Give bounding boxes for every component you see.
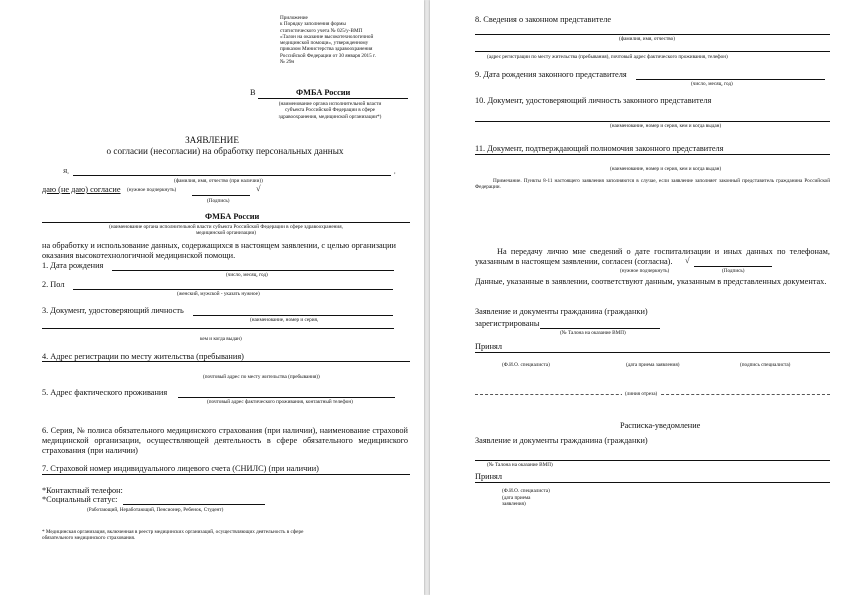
specialist-name-caption: (Ф.И.О. специалиста) [502,362,550,368]
transfer-signature-line[interactable] [694,266,772,267]
applicant-name-line[interactable] [73,175,391,176]
registration-number-caption: (№ Талона на оказание ВМП) [560,330,626,336]
guardian-identity-caption: (наименование, номер и серия, кем и когда выдан) [610,123,722,129]
birth-date-field[interactable] [112,270,394,271]
actual-address-label: 5. Адрес фактического проживания [42,388,168,397]
recipient-caption: (наименование органа исполнительной власти субъекта Российской Федерации в сфере здравоохранения, медицинской организации*) [278,101,382,120]
identity-doc-label: 3. Документ, удостоверяющий личность [42,306,184,315]
fio-caption: (фамилия, имя, отчество (при наличии)) [174,178,263,184]
data-match-text: Данные, указанные в заявлении, соответствуют данным, указанным в представленных документах. [475,277,827,286]
guardian-authority-caption: (наименование, номер и серия, кем и когда выдан) [610,166,722,172]
accepted-label: Принял [475,342,502,351]
receipt-date-caption: (дата приема заявления) [502,495,531,508]
social-status-label: *Социальный статус: [42,495,118,504]
registration-address-caption: (почтовый адрес по месту жительства (пребывания)) [203,374,320,380]
guardian-note: Примечание. Пункты 8-11 настоящего заявления заполняются в случае, если заявление заполняет законный представитель гражданина Российской Федерации. [475,178,830,191]
transfer-check-mark: √ [685,256,690,265]
social-status-field[interactable] [123,504,265,505]
appendix-note: Приложение к Порядку заполнения формы статистического учета № 025/у-ВМП «Талон на оказание высокотехнологичной медицинской помощи», утвержденному приказом Министерства здравоохранения Российской Федерации от 30 января 2015 г. № 29н [280,15,376,66]
sex-caption: (женский, мужской - указать нужное) [177,291,260,297]
receipt-specialist-caption: (Ф.И.О. специалиста) [502,488,550,494]
guardian-identity-label: 10. Документ, удостоверяющий личность законного представителя [475,96,712,105]
sex-field[interactable] [73,289,393,290]
registered-label: зарегистрированы [475,319,540,328]
consent-check-mark: √ [256,184,261,193]
document-page-left [0,0,424,595]
actual-address-caption: (почтовый адрес фактического проживания, контактный телефон) [207,399,353,405]
birth-date-label: 1. Дата рождения [42,261,104,270]
consent-caption: (нужное подчеркнуть) [127,187,177,193]
document-page-right [430,0,854,595]
guardian-birth-label: 9. Дата рождения законного представителя [475,70,627,79]
social-status-caption: (Работающий, Неработающий, Пенсионер, Ребенок, Студент) [87,507,224,513]
transfer-signature-caption: (Подпись) [722,268,745,274]
registration-number-field[interactable] [540,328,660,329]
recipient-line [258,98,408,99]
actual-address-field[interactable] [178,397,395,398]
accepted-line[interactable] [475,352,830,353]
guardian-identity-field[interactable] [475,121,830,122]
operator-org-line [42,222,410,223]
receipt-title: Расписка-уведомление [620,421,701,430]
applicant-comma: , [394,168,396,175]
birth-date-caption: (число, месяц, год) [226,272,268,278]
recipient-prefix: В [250,88,256,97]
page-title: ЗАЯВЛЕНИЕ [185,135,239,145]
guardian-authority-label: 11. Документ, подтверждающий полномочия законного представителя [475,144,724,153]
registration-address-field[interactable] [42,361,410,362]
applicant-label: Я, [63,168,69,175]
guardian-birth-caption: (число, месяц, год) [691,81,733,87]
purpose-text: на обработку и использование данных, содержащихся в настоящем заявлении, с целью организации оказания высокотехнологичной медицинской помощи. [42,241,397,260]
intake-date-caption: (дата приема заявления) [626,362,680,368]
guardian-authority-field[interactable] [475,154,830,155]
signature-caption: (Подпись) [207,198,230,204]
receipt-docs-label: Заявление и документы гражданина (гражданки) [475,436,648,445]
cut-line-label: (линия отреза) [622,391,660,397]
guardian-address-caption: (адрес регистрации по месту жительства (пребывания), почтовый адрес фактического проживания, телефон) [487,54,728,60]
specialist-signature-caption: (подпись специалиста) [740,362,791,368]
identity-doc-field-2[interactable] [42,328,394,329]
identity-doc-caption-2: кем и когда выдан) [200,336,242,342]
page-subtitle: о согласии (несогласии) на обработку персональных данных [106,146,344,156]
sex-label: 2. Пол [42,280,65,289]
snils-field[interactable] [42,474,410,475]
receipt-accepted-line[interactable] [475,482,830,483]
guardian-info-label: 8. Сведения о законном представителе [475,15,612,24]
transfer-consent-text: На передачу лично мне сведений о дате госпитализации и иных данных по телефонам, указанным в настоящем заявлении, согласен (согласна). [475,247,830,266]
consent-text: даю (не даю) согласие [42,185,121,194]
identity-doc-caption: (наименование, номер и серия, [250,317,319,323]
guardian-address-field[interactable] [475,51,830,52]
recipient-org: ФМБА России [296,88,351,97]
receipt-number-caption: (№ Талона на оказание ВМП) [487,462,553,468]
receipt-number-field[interactable] [475,460,830,461]
snils-label: 7. Страховой номер индивидуального лицевого счета (СНИЛС) (при наличии) [42,464,319,473]
guardian-birth-field[interactable] [636,79,825,80]
contact-phone-label: *Контактный телефон: [42,486,123,495]
operator-org-caption: (наименование органа исполнительной власти субъекта Российской Федерации в сфере здравоохранения, медицинской организации) [109,224,343,237]
operator-org: ФМБА России [205,212,260,221]
transfer-caption: (нужное подчеркнуть) [620,268,670,274]
receipt-accepted-label: Принял [475,472,502,481]
registration-address-label: 4. Адрес регистрации по месту жительства (пребывания) [42,352,244,361]
identity-doc-field[interactable] [193,315,393,316]
registered-docs-label: Заявление и документы гражданина (гражданки) [475,307,648,316]
insurance-policy-label: 6. Серия, № полиса обязательного медицинского страхования (при наличии), наименование страховой медицинской организации, осуществляющей деятельность в сфере обязательного медицинского страхования (при наличии) [42,426,408,455]
consent-signature-line[interactable] [192,195,250,196]
guardian-name-field[interactable] [475,34,830,35]
footnote: * Медицинская организация, включенная в реестр медицинских организаций, осуществляющих деятельность в сфере обязательного медицинского страхования. [42,529,304,542]
guardian-name-caption: (фамилия, имя, отчество) [619,36,675,42]
